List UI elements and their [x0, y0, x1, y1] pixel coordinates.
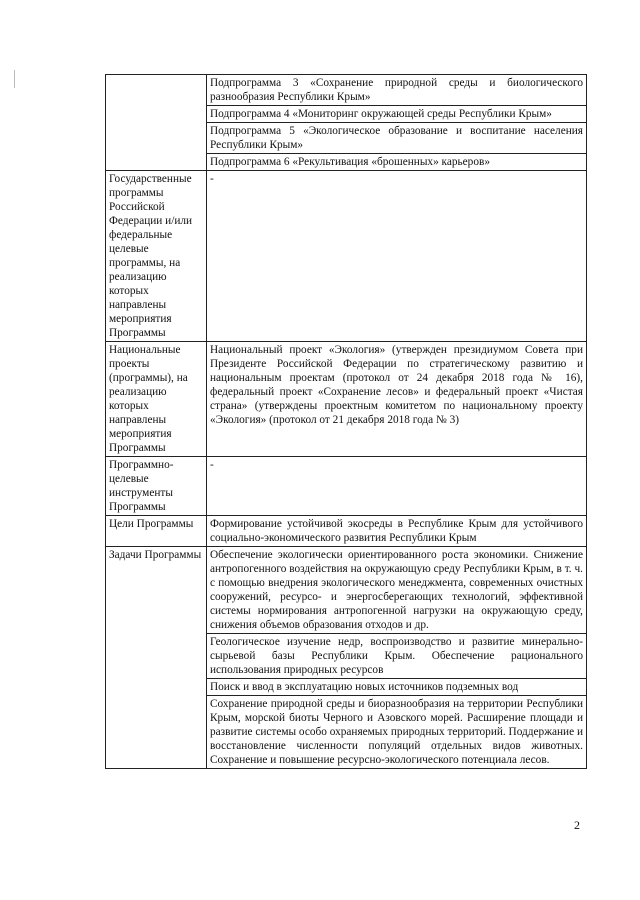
program-passport-table [105, 74, 587, 769]
goals-value: Формирование устойчивой экосреды в Республике Крым для устойчивого социально-экономического развития Республики Крым [207, 516, 587, 547]
table-row [106, 547, 587, 634]
instruments-label: Программно-целевые инструменты Программы [106, 457, 207, 516]
table-row [106, 171, 587, 342]
table-row [106, 457, 587, 516]
national-projects-value: Национальный проект «Экология» (утвержден президиумом Совета при Президенте Российской Федерации по стратегическому развитию и национальным проектам (протокол от 24 декабря 2018 года № 16), федеральный проект «Сохранение лесов» и федеральный проект «Чистая страна» (утверждены проектным комитетом по национальному проекту «Экология» (протокол от 21 декабря 2018 года № 3) [207, 342, 587, 457]
scan-mark [14, 70, 15, 88]
table-row [106, 342, 587, 457]
task-3-cell: Поиск и ввод в эксплуатацию новых источников подземных вод [207, 679, 587, 696]
state-programs-label: Государственные программы Российской Федерации и/или федеральные целевые программы, на реализацию которых направлены мероприятия Программы [106, 171, 207, 342]
row-label [106, 75, 207, 171]
instruments-value: - [207, 457, 587, 516]
table-row [106, 75, 587, 106]
task-4-cell: Сохранение природной среды и биоразнообразия на территории Республики Крым, морской биоты Черного и Азовского морей. Расширение площади и развитие системы особо охраняемых природных территорий. Поддержание и восстановление численности популяций отдельных видов животных. Сохранение и повышение ресурсно-экологического потенциала лесов. [207, 696, 587, 769]
goals-label: Цели Программы [106, 516, 207, 547]
subprogram-6-cell: Подпрограмма 6 «Рекультивация «брошенных» карьеров» [207, 154, 587, 171]
tasks-label: Задачи Программы [106, 547, 207, 769]
table-row [106, 516, 587, 547]
subprogram-5-cell: Подпрограмма 5 «Экологическое образование и воспитание населения Республики Крым» [207, 123, 587, 154]
subprogram-4-cell: Подпрограмма 4 «Мониторинг окружающей среды Республики Крым» [207, 106, 587, 123]
subprogram-3-cell: Подпрограмма 3 «Сохранение природной среды и биологического разнообразия Республики Крым» [207, 75, 587, 106]
national-projects-label: Национальные проекты (программы), на реализацию которых направлены мероприятия Программы [106, 342, 207, 457]
state-programs-value: - [207, 171, 587, 342]
task-1-cell: Обеспечение экологически ориентированного роста экономики. Снижение антропогенного воздействия на окружающую среду Республики Крым, в т. ч. с помощью внедрения экологического менеджмента, современных очистных сооружений, ресурсо- и энергосберегающих технологий, эффективной системы нормирования антропогенной нагрузки на окружающую среду, снижения объемов образования отходов и др. [207, 547, 587, 634]
task-2-cell: Геологическое изучение недр, воспроизводство и развитие минерально-сырьевой базы Республики Крым. Обеспечение рационального использования природных ресурсов [207, 634, 587, 679]
page-number: 2 [574, 818, 580, 832]
